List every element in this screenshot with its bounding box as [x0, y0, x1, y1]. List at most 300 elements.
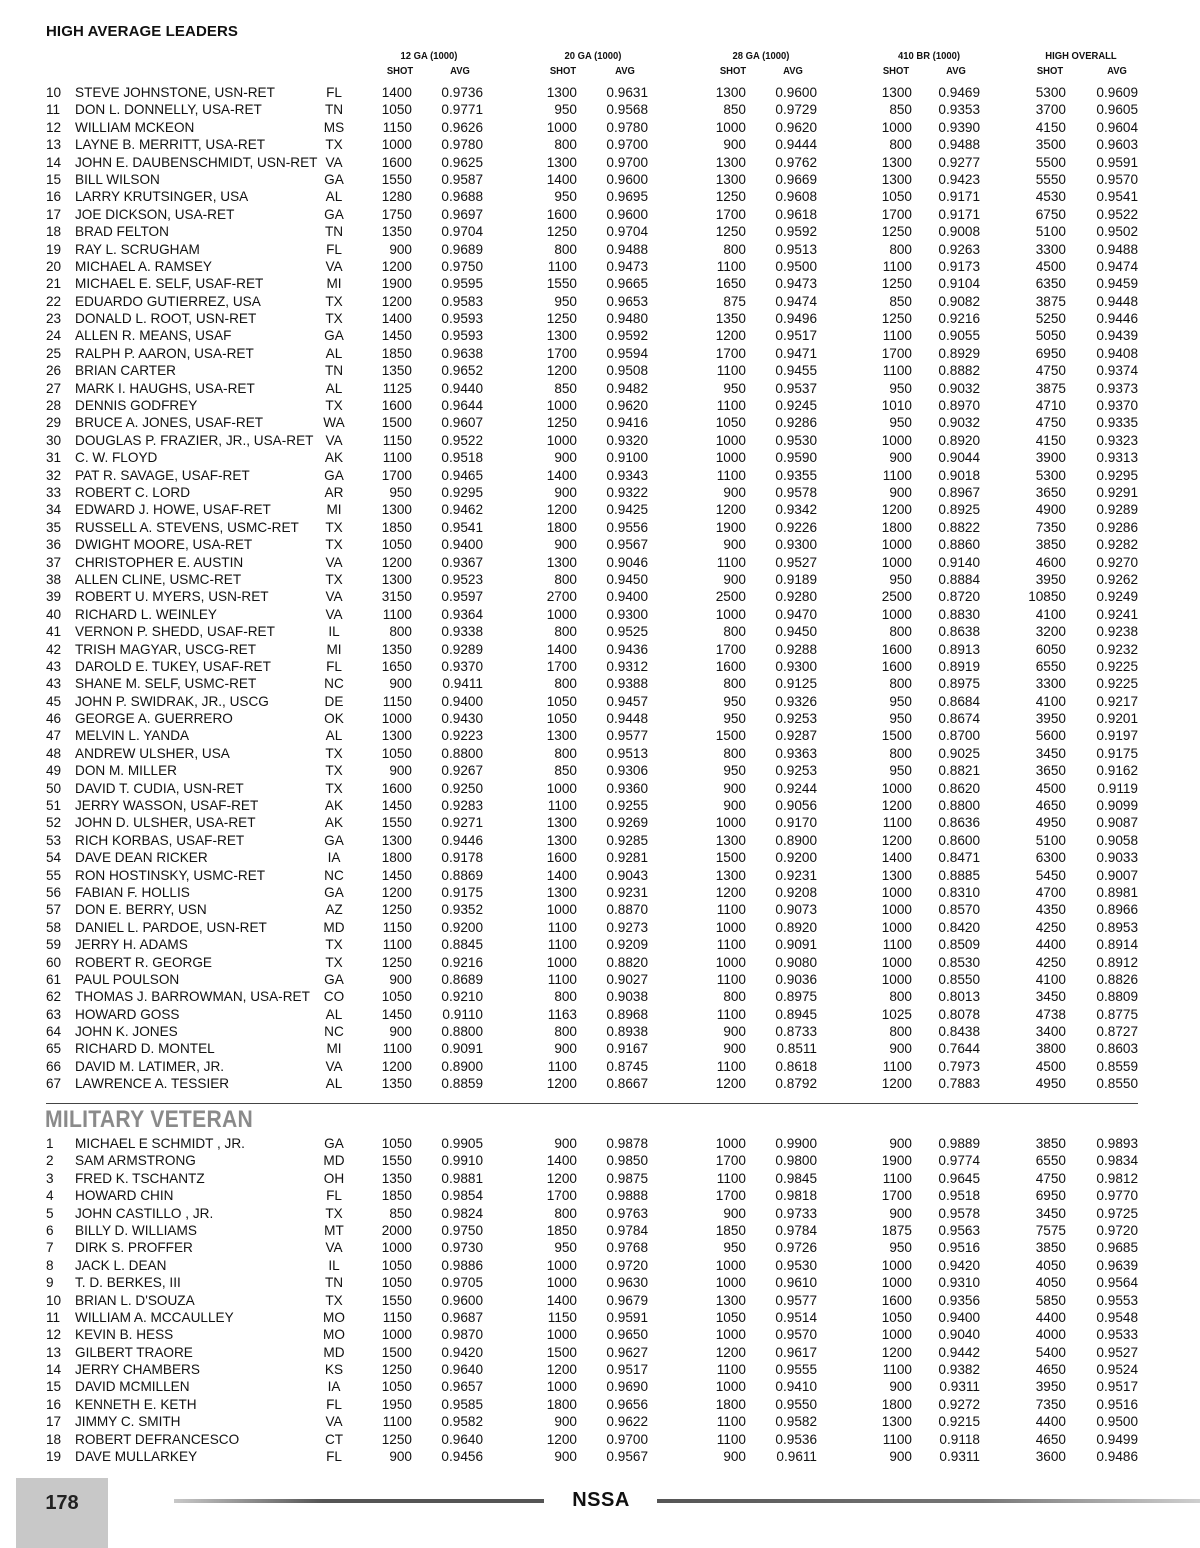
- cell-shot-20ga: 1400: [546, 867, 577, 883]
- cell-avg-410br: 0.8620: [938, 780, 980, 796]
- table-row: [0, 919, 1200, 936]
- cell-avg-12ga: 0.9583: [441, 293, 483, 309]
- cell-shot-410br: 1050: [881, 189, 912, 205]
- cell-avg-410br: 0.9171: [938, 206, 980, 222]
- cell-avg-410br: 0.9216: [938, 311, 980, 327]
- cell-rank: 17: [46, 206, 62, 222]
- cell-state: GA: [324, 467, 344, 483]
- cell-avg-overall: 0.9119: [1097, 780, 1138, 796]
- cell-shot-20ga: 1250: [546, 224, 577, 240]
- cell-shot-410br: 900: [889, 1449, 912, 1465]
- cell-avg-20ga: 0.9679: [606, 1292, 648, 1308]
- cell-avg-20ga: 0.9627: [606, 1344, 648, 1360]
- cell-avg-28ga: 0.8733: [775, 1024, 817, 1040]
- cell-shot-12ga: 1550: [381, 1153, 412, 1169]
- cell-shot-overall: 3200: [1035, 624, 1066, 640]
- table-row: [0, 119, 1200, 136]
- cell-name: JERRY H. ADAMS: [75, 937, 188, 953]
- cell-shot-overall: 6050: [1035, 641, 1066, 657]
- cell-state: FL: [326, 1188, 342, 1204]
- cell-shot-overall: 4350: [1035, 902, 1066, 918]
- cell-rank: 51: [46, 798, 62, 814]
- cell-avg-410br: 0.9563: [938, 1222, 980, 1238]
- cell-name: HOWARD CHIN: [75, 1188, 174, 1204]
- cell-avg-20ga: 0.9875: [606, 1170, 648, 1186]
- cell-avg-overall: 0.9502: [1096, 224, 1138, 240]
- cell-shot-20ga: 1550: [546, 276, 577, 292]
- cell-shot-12ga: 1100: [382, 937, 412, 953]
- cell-avg-overall: 0.9725: [1096, 1205, 1138, 1221]
- cell-avg-410br: 0.9420: [938, 1257, 980, 1273]
- cell-avg-410br: 0.9518: [938, 1188, 980, 1204]
- cell-shot-410br: 800: [889, 745, 912, 761]
- cell-avg-12ga: 0.9644: [441, 398, 483, 414]
- table-row: [0, 1075, 1200, 1092]
- cell-avg-20ga: 0.9100: [606, 450, 648, 466]
- cell-avg-overall: 0.9488: [1096, 241, 1138, 257]
- cell-avg-overall: 0.9323: [1096, 432, 1138, 448]
- cell-shot-12ga: 1600: [381, 398, 412, 414]
- cell-avg-410br: 0.8800: [938, 798, 980, 814]
- cell-shot-12ga: 1750: [381, 206, 412, 222]
- cell-avg-20ga: 0.9360: [606, 780, 648, 796]
- cell-rank: 30: [46, 432, 62, 448]
- cell-state: CO: [323, 989, 345, 1005]
- cell-shot-12ga: 1850: [381, 345, 412, 361]
- cell-shot-20ga: 800: [554, 1024, 577, 1040]
- cell-rank: 25: [46, 345, 62, 361]
- table-row: [0, 397, 1200, 414]
- cell-name: LAYNE B. MERRITT, USA-RET: [75, 137, 266, 153]
- table-row: [0, 258, 1200, 275]
- cell-state: GA: [324, 832, 344, 848]
- cell-shot-12ga: 900: [389, 763, 412, 779]
- cell-avg-28ga: 0.9527: [775, 554, 817, 570]
- cell-avg-410br: 0.9310: [938, 1275, 980, 1291]
- cell-shot-12ga: 900: [389, 1449, 412, 1465]
- cell-rank: 10: [46, 1292, 62, 1308]
- cell-rank: 1: [46, 1136, 54, 1151]
- cell-shot-410br: 1200: [881, 1076, 912, 1092]
- cell-state: DE: [324, 693, 344, 709]
- cell-state: VA: [325, 258, 343, 274]
- cell-shot-410br: 1200: [881, 832, 912, 848]
- cell-shot-20ga: 1700: [546, 658, 577, 674]
- cell-shot-overall: 6550: [1035, 658, 1066, 674]
- cell-shot-28ga: 1100: [716, 1414, 746, 1430]
- cell-avg-410br: 0.9353: [938, 102, 980, 118]
- cell-shot-overall: 4100: [1035, 693, 1066, 709]
- cell-state: VA: [325, 432, 343, 448]
- cell-avg-20ga: 0.9269: [606, 815, 648, 831]
- cell-state: NC: [324, 1024, 344, 1040]
- cell-shot-28ga: 900: [723, 537, 746, 553]
- cell-name: JOHN K. JONES: [75, 1024, 178, 1040]
- cell-avg-410br: 0.8920: [938, 432, 980, 448]
- cell-shot-20ga: 1200: [546, 1170, 577, 1186]
- cell-avg-20ga: 0.9209: [606, 937, 648, 953]
- cell-shot-410br: 1500: [881, 728, 912, 744]
- cell-shot-12ga: 1000: [381, 1327, 412, 1343]
- cell-avg-28ga: 0.9287: [775, 728, 817, 744]
- cell-avg-28ga: 0.9244: [775, 780, 817, 796]
- cell-name: DENNIS GODFREY: [75, 398, 198, 414]
- cell-avg-28ga: 0.9620: [775, 119, 817, 135]
- cell-shot-410br: 800: [889, 137, 912, 153]
- cell-avg-410br: 0.9025: [938, 745, 980, 761]
- cell-shot-overall: 3450: [1035, 1205, 1066, 1221]
- cell-shot-12ga: 1200: [381, 293, 412, 309]
- cell-avg-20ga: 0.9388: [606, 676, 648, 692]
- cell-avg-20ga: 0.8745: [606, 1058, 648, 1074]
- cell-shot-12ga: 1050: [381, 745, 412, 761]
- table-row: [0, 867, 1200, 884]
- cell-shot-410br: 1200: [881, 1344, 912, 1360]
- cell-avg-410br: 0.8636: [938, 815, 980, 831]
- cell-shot-overall: 5550: [1035, 171, 1066, 187]
- cell-avg-12ga: 0.9338: [441, 624, 483, 640]
- cell-avg-overall: 0.9201: [1096, 711, 1138, 727]
- cell-avg-overall: 0.8826: [1096, 971, 1138, 987]
- cell-avg-overall: 0.9770: [1096, 1188, 1138, 1204]
- cell-shot-12ga: 1300: [381, 728, 412, 744]
- cell-shot-12ga: 1400: [381, 85, 412, 100]
- cell-shot-12ga: 1950: [381, 1396, 412, 1412]
- table-row: [0, 432, 1200, 449]
- cell-avg-28ga: 0.9600: [775, 85, 817, 100]
- table-row: [0, 1135, 1200, 1152]
- cell-avg-overall: 0.9486: [1096, 1449, 1138, 1465]
- cell-avg-28ga: 0.9473: [775, 276, 817, 292]
- cell-avg-28ga: 0.9189: [775, 571, 817, 587]
- section-title: HIGH AVERAGE LEADERS: [46, 23, 239, 40]
- table-row: [0, 954, 1200, 971]
- cell-shot-20ga: 1000: [546, 902, 577, 918]
- cell-rank: 19: [46, 241, 62, 257]
- cell-avg-12ga: 0.9750: [441, 258, 483, 274]
- cell-avg-overall: 0.9553: [1096, 1292, 1138, 1308]
- cell-shot-20ga: 1800: [546, 1396, 577, 1412]
- cell-shot-20ga: 1000: [546, 1327, 577, 1343]
- cell-shot-overall: 3700: [1035, 102, 1066, 118]
- cell-name: JERRY WASSON, USAF-RET: [75, 798, 259, 814]
- cell-rank: 18: [46, 224, 62, 240]
- cell-shot-28ga: 1000: [715, 1327, 746, 1343]
- cell-shot-overall: 4950: [1035, 815, 1066, 831]
- cell-avg-410br: 0.9423: [938, 171, 980, 187]
- cell-shot-410br: 950: [889, 711, 912, 727]
- cell-rank: 66: [46, 1058, 62, 1074]
- cell-shot-12ga: 1350: [381, 224, 412, 240]
- cell-shot-12ga: 1350: [381, 1076, 412, 1092]
- sub-header-avg: AVG: [946, 65, 966, 77]
- cell-shot-20ga: 900: [554, 537, 577, 553]
- cell-avg-overall: 0.9639: [1096, 1257, 1138, 1273]
- cell-shot-overall: 4650: [1035, 1431, 1066, 1447]
- cell-name: ANDREW ULSHER, USA: [75, 745, 230, 761]
- cell-shot-410br: 1200: [881, 798, 912, 814]
- cell-avg-410br: 0.8550: [938, 971, 980, 987]
- cell-rank: 58: [46, 919, 62, 935]
- cell-shot-28ga: 1300: [715, 1292, 746, 1308]
- table-row: [0, 223, 1200, 240]
- cell-shot-overall: 3850: [1035, 1136, 1066, 1151]
- cell-avg-410br: 0.8919: [938, 658, 980, 674]
- cell-shot-20ga: 1100: [547, 258, 577, 274]
- cell-shot-20ga: 800: [554, 241, 577, 257]
- cell-avg-20ga: 0.9850: [606, 1153, 648, 1169]
- cell-name: STEVE JOHNSTONE, USN-RET: [75, 85, 275, 100]
- cell-shot-28ga: 1300: [715, 85, 746, 100]
- cell-shot-28ga: 1700: [715, 206, 746, 222]
- cell-rank: 42: [46, 641, 62, 657]
- cell-name: THOMAS J. BARROWMAN, USA-RET: [75, 989, 310, 1005]
- cell-avg-410br: 0.9263: [938, 241, 980, 257]
- cell-avg-28ga: 0.9582: [775, 1414, 817, 1430]
- table-row: [0, 554, 1200, 571]
- cell-shot-28ga: 1850: [715, 1222, 746, 1238]
- table-row: [0, 1257, 1200, 1274]
- cell-shot-12ga: 1200: [381, 258, 412, 274]
- table-row: [0, 519, 1200, 536]
- cell-avg-20ga: 0.8820: [606, 954, 648, 970]
- cell-avg-12ga: 0.9687: [441, 1309, 483, 1325]
- cell-rank: 41: [46, 624, 62, 640]
- cell-avg-28ga: 0.9455: [775, 363, 817, 379]
- cell-name: MICHAEL A. RAMSEY: [75, 258, 212, 274]
- cell-state: VA: [325, 589, 343, 605]
- cell-shot-20ga: 1300: [546, 328, 577, 344]
- cell-shot-20ga: 1000: [546, 606, 577, 622]
- cell-shot-20ga: 1000: [546, 954, 577, 970]
- cell-state: TX: [325, 745, 343, 761]
- cell-shot-410br: 950: [889, 1240, 912, 1256]
- cell-avg-20ga: 0.9231: [606, 884, 648, 900]
- table-row: [0, 275, 1200, 292]
- cell-avg-410br: 0.8913: [938, 641, 980, 657]
- cell-rank: 3: [46, 1170, 54, 1186]
- cell-shot-410br: 1000: [881, 1257, 912, 1273]
- cell-avg-12ga: 0.8900: [441, 1058, 483, 1074]
- cell-shot-overall: 4900: [1035, 502, 1066, 518]
- cell-shot-410br: 1000: [881, 119, 912, 135]
- cell-avg-28ga: 0.9286: [775, 415, 817, 431]
- cell-avg-410br: 0.9516: [938, 1240, 980, 1256]
- cell-avg-410br: 0.9118: [939, 1431, 980, 1447]
- cell-shot-20ga: 800: [554, 745, 577, 761]
- cell-avg-12ga: 0.9465: [441, 467, 483, 483]
- cell-avg-28ga: 0.9363: [775, 745, 817, 761]
- cell-avg-overall: 0.8912: [1096, 954, 1138, 970]
- table-row: [0, 901, 1200, 918]
- cell-avg-410br: 0.8310: [938, 884, 980, 900]
- cell-name: WILLIAM A. MCCAULLEY: [75, 1309, 234, 1325]
- cell-state: TX: [325, 1205, 343, 1221]
- table-row: [0, 188, 1200, 205]
- cell-shot-28ga: 800: [723, 676, 746, 692]
- cell-avg-overall: 0.9217: [1096, 693, 1138, 709]
- cell-shot-410br: 900: [889, 484, 912, 500]
- cell-shot-20ga: 1600: [546, 206, 577, 222]
- table-row: [0, 327, 1200, 344]
- table-row: [0, 1448, 1200, 1465]
- cell-avg-overall: 0.9605: [1096, 102, 1138, 118]
- cell-shot-20ga: 1200: [546, 1431, 577, 1447]
- cell-state: AK: [324, 815, 344, 831]
- cell-shot-410br: 1010: [881, 398, 912, 414]
- cell-avg-12ga: 0.9870: [441, 1327, 483, 1343]
- cell-avg-12ga: 0.9200: [441, 919, 483, 935]
- cell-name: T. D. BERKES, III: [75, 1275, 181, 1291]
- table-row: [0, 1378, 1200, 1395]
- cell-avg-410br: 0.9018: [938, 467, 980, 483]
- table-row: [0, 1006, 1200, 1023]
- cell-shot-410br: 1100: [882, 1362, 912, 1378]
- cell-shot-12ga: 1200: [381, 1058, 412, 1074]
- cell-rank: 59: [46, 937, 62, 953]
- cell-avg-overall: 0.9812: [1096, 1170, 1138, 1186]
- cell-shot-28ga: 800: [723, 745, 746, 761]
- cell-shot-overall: 3950: [1035, 571, 1066, 587]
- cell-name: PAT R. SAVAGE, USAF-RET: [75, 467, 250, 483]
- cell-shot-410br: 1100: [882, 328, 912, 344]
- cell-state: MT: [324, 1222, 344, 1238]
- cell-avg-12ga: 0.9400: [441, 693, 483, 709]
- cell-avg-12ga: 0.9400: [441, 537, 483, 553]
- cell-name: FRED K. TSCHANTZ: [75, 1170, 205, 1186]
- cell-avg-410br: 0.8078: [938, 1006, 980, 1022]
- cell-shot-20ga: 1000: [546, 1257, 577, 1273]
- cell-shot-12ga: 900: [389, 971, 412, 987]
- cell-shot-20ga: 1000: [546, 398, 577, 414]
- cell-shot-12ga: 1000: [381, 1240, 412, 1256]
- sub-header-shot: SHOT: [719, 65, 747, 77]
- cell-rank: 16: [46, 189, 62, 205]
- table-row: [0, 1205, 1200, 1222]
- cell-name: JOHN CASTILLO , JR.: [75, 1205, 214, 1221]
- cell-avg-12ga: 0.9780: [441, 137, 483, 153]
- cell-avg-overall: 0.9604: [1096, 119, 1138, 135]
- cell-shot-20ga: 1300: [546, 815, 577, 831]
- cell-avg-20ga: 0.9700: [606, 1431, 648, 1447]
- cell-shot-28ga: 900: [723, 798, 746, 814]
- cell-shot-overall: 4400: [1035, 1309, 1066, 1325]
- table-row: [0, 780, 1200, 797]
- cell-avg-12ga: 0.9541: [441, 519, 483, 535]
- cell-shot-28ga: 1200: [715, 884, 746, 900]
- cell-avg-28ga: 0.9726: [775, 1240, 817, 1256]
- cell-shot-12ga: 1900: [381, 276, 412, 292]
- cell-rank: 23: [46, 311, 62, 327]
- cell-avg-20ga: 0.9416: [606, 415, 648, 431]
- cell-shot-20ga: 1800: [546, 519, 577, 535]
- cell-state: KS: [324, 1362, 344, 1378]
- cell-shot-12ga: 1200: [381, 884, 412, 900]
- cell-rank: 24: [46, 328, 62, 344]
- cell-avg-overall: 0.9241: [1096, 606, 1138, 622]
- cell-shot-overall: 4750: [1035, 1170, 1066, 1186]
- cell-avg-28ga: 0.9550: [775, 1396, 817, 1412]
- cell-rank: 9: [46, 1275, 54, 1291]
- cell-shot-overall: 3800: [1035, 1041, 1066, 1057]
- cell-shot-28ga: 875: [723, 293, 746, 309]
- cell-shot-410br: 1000: [881, 971, 912, 987]
- cell-state: AZ: [325, 902, 343, 918]
- cell-shot-12ga: 1400: [381, 311, 412, 327]
- cell-state: AR: [324, 484, 344, 500]
- cell-shot-overall: 5850: [1035, 1292, 1066, 1308]
- cell-shot-20ga: 800: [554, 137, 577, 153]
- cell-state: MI: [326, 502, 342, 518]
- cell-rank: 39: [46, 589, 62, 605]
- cell-shot-410br: 950: [889, 380, 912, 396]
- cell-shot-12ga: 1300: [381, 832, 412, 848]
- cell-name: SAM ARMSTRONG: [75, 1153, 196, 1169]
- cell-shot-20ga: 1100: [547, 919, 577, 935]
- cell-avg-overall: 0.9439: [1096, 328, 1138, 344]
- cell-avg-28ga: 0.9611: [776, 1449, 817, 1465]
- table-row: [0, 884, 1200, 901]
- cell-shot-overall: 6950: [1035, 345, 1066, 361]
- cell-avg-overall: 0.9249: [1096, 589, 1138, 605]
- table-row: [0, 345, 1200, 362]
- cell-avg-overall: 0.9087: [1096, 815, 1138, 831]
- cell-shot-28ga: 1100: [716, 937, 746, 953]
- table-row: [0, 101, 1200, 118]
- cell-avg-20ga: 0.9320: [606, 432, 648, 448]
- cell-avg-overall: 0.9282: [1096, 537, 1138, 553]
- cell-avg-28ga: 0.9530: [775, 1257, 817, 1273]
- cell-avg-12ga: 0.9175: [441, 884, 483, 900]
- cell-avg-12ga: 0.9364: [441, 606, 483, 622]
- cell-avg-overall: 0.9099: [1096, 798, 1138, 814]
- cell-avg-410br: 0.9082: [938, 293, 980, 309]
- cell-avg-20ga: 0.9038: [606, 989, 648, 1005]
- cell-state: IL: [328, 1257, 340, 1273]
- cell-shot-12ga: 900: [389, 241, 412, 257]
- cell-shot-410br: 1100: [882, 258, 912, 274]
- cell-shot-28ga: 950: [723, 763, 746, 779]
- cell-shot-overall: 3650: [1035, 763, 1066, 779]
- cell-avg-410br: 0.7973: [938, 1058, 980, 1074]
- cell-avg-overall: 0.8914: [1096, 937, 1138, 953]
- cell-shot-overall: 4150: [1035, 432, 1066, 448]
- cell-avg-12ga: 0.9854: [441, 1188, 483, 1204]
- cell-shot-410br: 1300: [881, 85, 912, 100]
- cell-avg-12ga: 0.9295: [441, 484, 483, 500]
- cell-avg-overall: 0.8981: [1096, 884, 1138, 900]
- cell-avg-28ga: 0.9592: [775, 224, 817, 240]
- cell-rank: 43: [46, 658, 62, 674]
- cell-avg-12ga: 0.9091: [441, 1041, 483, 1057]
- table-row: [0, 84, 1200, 101]
- cell-state: FL: [326, 1396, 342, 1412]
- sub-header-shot: SHOT: [1036, 65, 1064, 77]
- cell-avg-20ga: 0.9600: [606, 171, 648, 187]
- cell-avg-28ga: 0.9056: [775, 798, 817, 814]
- military-veteran-title: MILITARY VETERAN: [45, 1106, 254, 1133]
- cell-avg-overall: 0.9232: [1096, 641, 1138, 657]
- table-row: [0, 1058, 1200, 1075]
- cell-avg-overall: 0.9541: [1096, 189, 1138, 205]
- cell-state: VA: [325, 154, 343, 170]
- cell-shot-20ga: 1400: [546, 1153, 577, 1169]
- cell-rank: 57: [46, 902, 62, 918]
- cell-rank: 29: [46, 415, 62, 431]
- cell-rank: 28: [46, 398, 62, 414]
- cell-state: MD: [323, 1344, 345, 1360]
- cell-name: RICHARD L. WEINLEY: [75, 606, 218, 622]
